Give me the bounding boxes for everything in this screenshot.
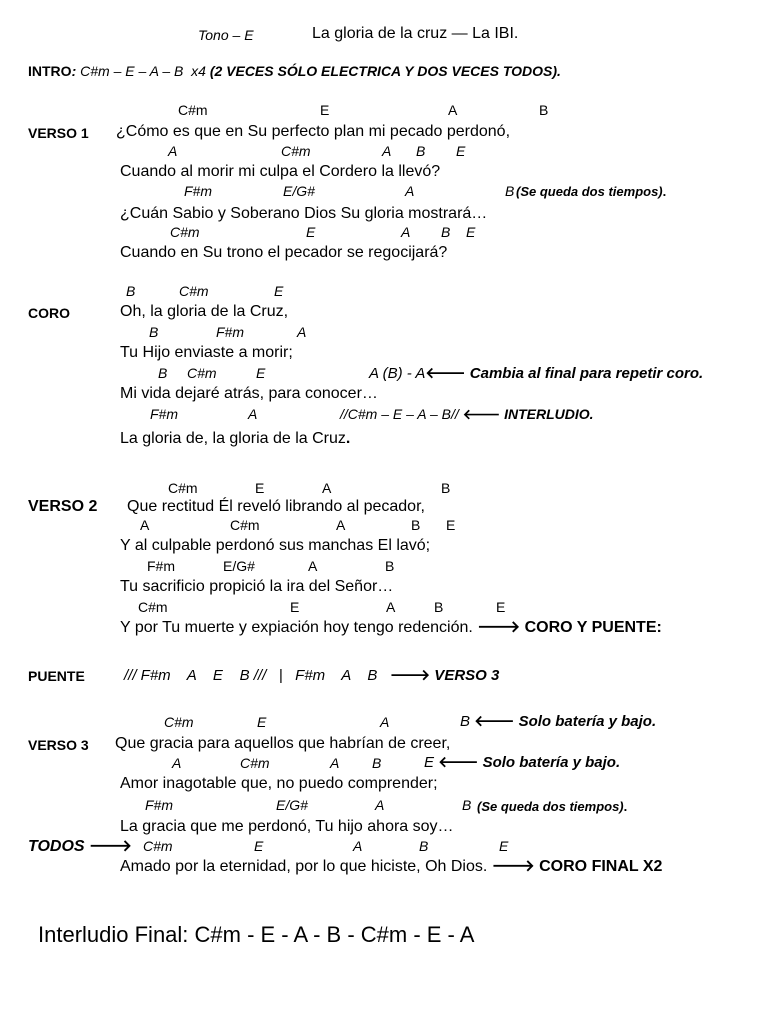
lyric-line: Tu sacrificio propició la ira del Señor… [120, 578, 394, 595]
performance-note [516, 185, 666, 198]
todos-text: TODOS [28, 838, 90, 855]
lyric-line [120, 620, 662, 636]
chord: A [308, 558, 318, 574]
chord: C#m [138, 599, 168, 615]
lyric-line: La gracia que me perdonó, Tu hijo ahora soy… [120, 818, 454, 835]
arrow-right-icon: 🡒 [389, 667, 431, 684]
arrow-left-icon: 🡐 [425, 365, 466, 382]
lyric-line: Amor inagotable que, no puedo comprender; [120, 775, 438, 792]
chord: E [446, 517, 456, 533]
section-label-verse-1: VERSO 1 [28, 125, 89, 141]
performance-note [460, 714, 656, 729]
chord: E [290, 599, 300, 615]
chord: A [353, 838, 363, 854]
chord: B [441, 480, 451, 496]
chord: B [385, 558, 395, 574]
chord-alternative: A (B) - A [369, 365, 426, 382]
chord: B [539, 102, 549, 118]
chord: C#m [170, 224, 200, 240]
lyric-text: Amado por la eternidad, por lo que hiciste, Oh Dios. [120, 858, 492, 875]
bridge-chords: /// F#m A E B /// | F#m A B [124, 667, 390, 684]
chord: B [158, 365, 168, 381]
performance-note-text: Solo batería y bajo. [514, 713, 657, 730]
chord: B [441, 224, 451, 240]
chord: C#m [143, 838, 173, 854]
chord: A [401, 224, 411, 240]
chord: C#m [178, 102, 208, 118]
chord: A [336, 517, 346, 533]
chord: E [254, 838, 264, 854]
chord: C#m [240, 755, 270, 771]
chord: B [434, 599, 444, 615]
performance-note-text: CORO FINAL X2 [534, 858, 663, 875]
chord: E/G# [276, 797, 308, 813]
performance-note-text: CORO Y PUENTE: [520, 619, 662, 636]
chord: B [372, 755, 382, 771]
lyric-text: Y por Tu muerte y expiación hoy tengo redención. [120, 619, 478, 636]
chord: A [322, 480, 332, 496]
chord: A [297, 324, 307, 340]
chord: F#m [216, 324, 244, 340]
lyric-text: La gloria de, la gloria de la Cruz [120, 430, 346, 447]
lyric-line: Que gracia para aquellos que habrían de creer, [115, 735, 451, 752]
intro-label: INTRO [28, 63, 72, 79]
chord: B [411, 517, 421, 533]
bridge-line [124, 668, 499, 683]
chord: E [496, 599, 506, 615]
chord: E [320, 102, 330, 118]
chord: B [416, 143, 426, 159]
lyric-line: Cuando en Su trono el pecador se regocijará? [120, 244, 448, 261]
section-label-verse-3: VERSO 3 [28, 737, 89, 753]
chord: E [456, 143, 466, 159]
arrow-right-icon: 🡒 [491, 858, 535, 875]
chord: E [424, 754, 435, 771]
chord: E [306, 224, 316, 240]
chord: B [419, 838, 429, 854]
song-title: La gloria de la cruz — La IBI. [312, 25, 519, 42]
chord: A [405, 183, 415, 199]
final-interlude: Interludio Final: C#m - E - A - B - C#m - E - A [38, 922, 475, 947]
chord: A [168, 143, 178, 159]
note-dot: . [623, 799, 628, 814]
intro-note: (2 VECES SÓLO ELECTRICA Y DOS VECES TODOS). [209, 63, 561, 79]
performance-note [424, 755, 620, 770]
next-section-label: VERSO 3 [430, 667, 500, 684]
chord: E [499, 838, 509, 854]
chord: F#m [150, 406, 178, 422]
chord: E [257, 714, 267, 730]
chord: B [462, 797, 472, 813]
lyric-line: Tu Hijo enviaste a morir; [120, 344, 293, 361]
lyric-line: Y al culpable perdonó sus manchas El lavó; [120, 537, 431, 554]
all-instruments-label [28, 839, 132, 855]
performance-note-text: Solo batería y bajo. [478, 754, 621, 771]
performance-note [477, 800, 627, 813]
chord: A [330, 755, 340, 771]
chord: A [172, 755, 182, 771]
arrow-left-icon: 🡐 [462, 406, 501, 422]
chord: E [466, 224, 476, 240]
interlude-chords [340, 407, 594, 421]
chord: C#m [187, 365, 217, 381]
performance-note-text: (Se queda dos tiempos) [516, 184, 663, 199]
chord: F#m [147, 558, 175, 574]
chord: C#m [179, 283, 209, 299]
section-label-chorus: CORO [28, 305, 70, 321]
chord: E [274, 283, 284, 299]
chord: A [382, 143, 392, 159]
arrow-left-icon: 🡐 [438, 754, 479, 771]
chord: C#m [281, 143, 311, 159]
chord: A [248, 406, 258, 422]
lyric-line: ¿Cómo es que en Su perfecto plan mi pecado perdonó, [116, 123, 511, 140]
chord: B [505, 183, 515, 199]
chord: A [386, 599, 396, 615]
key-label: Tono – E [198, 27, 254, 43]
lyric-line [120, 431, 350, 447]
lyric-line: Cuando al morir mi culpa el Cordero la llevó? [120, 163, 441, 180]
lyric-line: Que rectitud Él reveló librando al pecador, [127, 498, 425, 515]
interlude-chord-sequence: //C#m – E – A – B// [340, 406, 459, 422]
performance-note-text: Cambia al final para repetir coro. [465, 365, 704, 382]
intro-colon: : [71, 63, 77, 79]
chord: E/G# [223, 558, 255, 574]
chord: E/G# [283, 183, 315, 199]
arrow-right-icon: 🡒 [89, 838, 132, 855]
chord: A [448, 102, 458, 118]
chorus-ending-note [369, 366, 703, 381]
chord: F#m [184, 183, 212, 199]
chord: E [255, 480, 265, 496]
lyric-line: Oh, la gloria de la Cruz, [120, 303, 289, 320]
arrow-left-icon: 🡐 [474, 713, 515, 730]
lyric-line: Mi vida dejaré atrás, para conocer… [120, 385, 378, 402]
intro-chords: C#m – E – A – B x4 [76, 63, 210, 79]
lyric-dot: . [345, 430, 351, 447]
interlude-label: INTERLUDIO. [500, 406, 594, 422]
arrow-right-icon: 🡒 [477, 619, 521, 636]
chord: B [460, 713, 471, 730]
chord: F#m [145, 797, 173, 813]
chord: E [256, 365, 266, 381]
chord: A [140, 517, 150, 533]
section-label-verse-2: VERSO 2 [28, 498, 98, 515]
chord: B [126, 283, 136, 299]
chord: C#m [168, 480, 198, 496]
section-label-bridge: PUENTE [28, 668, 85, 684]
lyric-line: ¿Cuán Sabio y Soberano Dios Su gloria mostrará… [120, 205, 488, 222]
lyric-line [120, 859, 662, 875]
chord: C#m [230, 517, 260, 533]
chord: A [380, 714, 390, 730]
chord: B [149, 324, 159, 340]
chord: A [375, 797, 385, 813]
performance-note-text: (Se queda dos tiempos) [477, 799, 624, 814]
note-dot: . [662, 184, 667, 199]
chord: C#m [164, 714, 194, 730]
intro-line [28, 64, 561, 78]
